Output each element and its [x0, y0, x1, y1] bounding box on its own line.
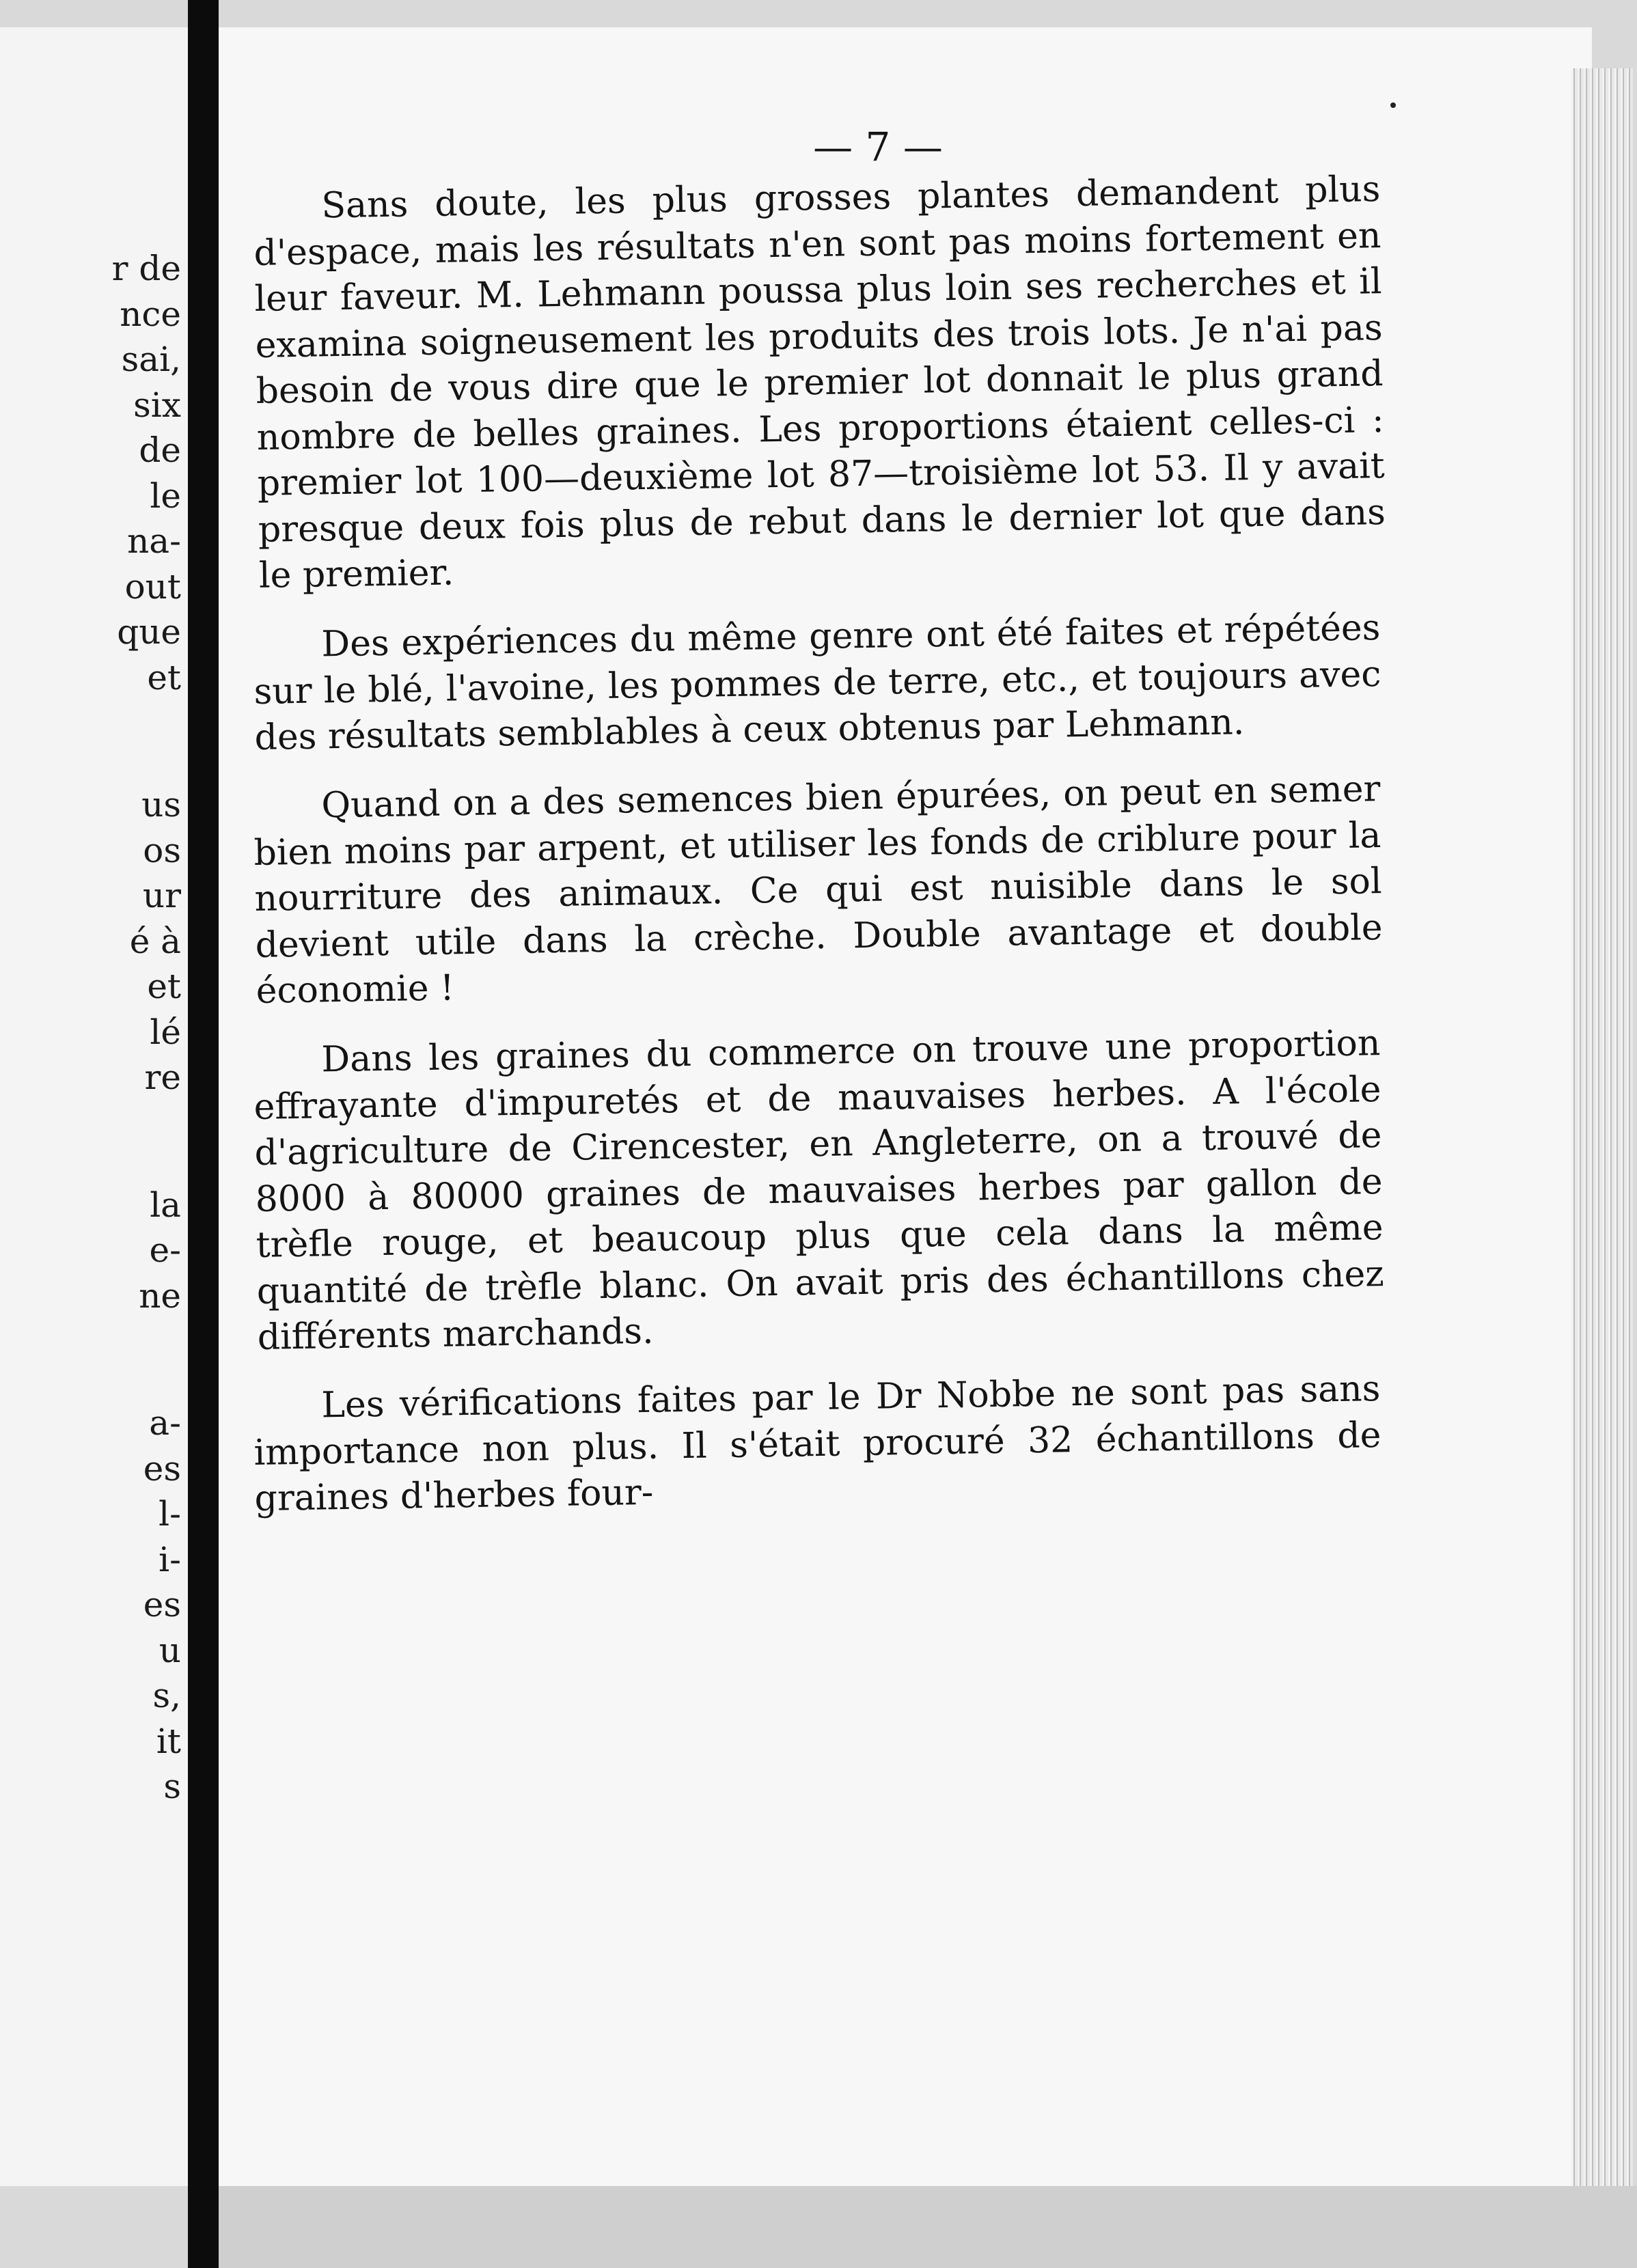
- fragment: et: [147, 967, 181, 1006]
- left-page-text-fragments: [0, 246, 181, 1810]
- book-gutter: [188, 0, 219, 2268]
- fragment: out: [124, 566, 181, 607]
- fragment: na-: [127, 521, 181, 561]
- ink-spot: [1390, 102, 1396, 108]
- fragment: u: [159, 1630, 181, 1670]
- page-edges: [1571, 68, 1633, 2254]
- fragment: et: [147, 657, 181, 697]
- fragment: s: [163, 1767, 181, 1806]
- fragment: os: [143, 830, 181, 870]
- fragment: a-: [149, 1403, 181, 1443]
- fragment: sai,: [121, 340, 181, 379]
- fragment: ne: [139, 1275, 181, 1316]
- fragment: es: [143, 1448, 181, 1489]
- page-body: [253, 123, 1386, 1546]
- fragment: le: [150, 475, 181, 516]
- fragment: que: [117, 612, 181, 652]
- paragraph: Des expériences du même genre ont été faites et répétées sur le blé, l'avoine, les pommes de terre, etc., et toujours avec des résultats semblables à ceux obtenus par Lehmann.: [253, 607, 1381, 758]
- fragment: é à: [129, 921, 181, 961]
- fragment: lé: [150, 1012, 181, 1052]
- fragment: de: [139, 430, 181, 470]
- paragraph: Les vérifications faites par le Dr Nobbe ne sont pas sans importance non plus. Il s'était procuré 32 échantillons de graines d'herbes four-: [253, 1368, 1381, 1519]
- fragment: la: [150, 1185, 181, 1225]
- paragraph: Dans les graines du commerce on trouve une proportion effrayante d'impuretés et de mauvaises herbes. A l'école d'agriculture de Cirencester, en Angleterre, on a trouvé de 8000 à 80000 graines de mauvaises herbes par gallon de trèfle rouge, et beaucoup plus que cela dans la même quantité de trèfle blanc. On avait pris des échantillons chez différents marchands.: [253, 1022, 1385, 1358]
- fragment: re: [144, 1057, 181, 1097]
- fragment: ur: [142, 876, 181, 915]
- fragment: six: [133, 385, 181, 425]
- fragment: e-: [149, 1230, 181, 1270]
- scan-background: [219, 2186, 1637, 2268]
- fragment: s,: [152, 1676, 181, 1715]
- fragment: nce: [120, 294, 181, 334]
- fragment: i-: [159, 1539, 181, 1579]
- left-page: [0, 27, 188, 2186]
- paragraph: Sans doute, les plus grosses plantes demandent plus d'espace, mais les résultats n'en sont pas moins fortement en leur faveur. M. Lehmann poussa plus loin ses recherches et il examina soigneusement les produits des trois lots. Je n'ai pas besoin de vous dire que le premier lot donnait le plus grand nombre de belles graines. Les proportions étaient celles-ci : premier lot 100—deuxième lot 87—troisième lot 53. Il y avait presque deux fois plus de rebut dans le dernier lot que dans le premier.: [253, 169, 1386, 596]
- fragment: it: [156, 1721, 181, 1761]
- page-number: — 7 —: [813, 124, 943, 170]
- fragment: us: [141, 785, 181, 825]
- fragment: l-: [159, 1494, 181, 1534]
- fragment: r de: [111, 249, 181, 288]
- paragraph: Quand on a des semences bien épurées, on peut en semer bien moins par arpent, et utiliser les fonds de criblure pour la nourriture des animaux. Ce qui est nuisible dans le sol devient utile dans la crèche. Double avantage et double économie !: [253, 769, 1383, 1012]
- fragment: es: [143, 1585, 181, 1624]
